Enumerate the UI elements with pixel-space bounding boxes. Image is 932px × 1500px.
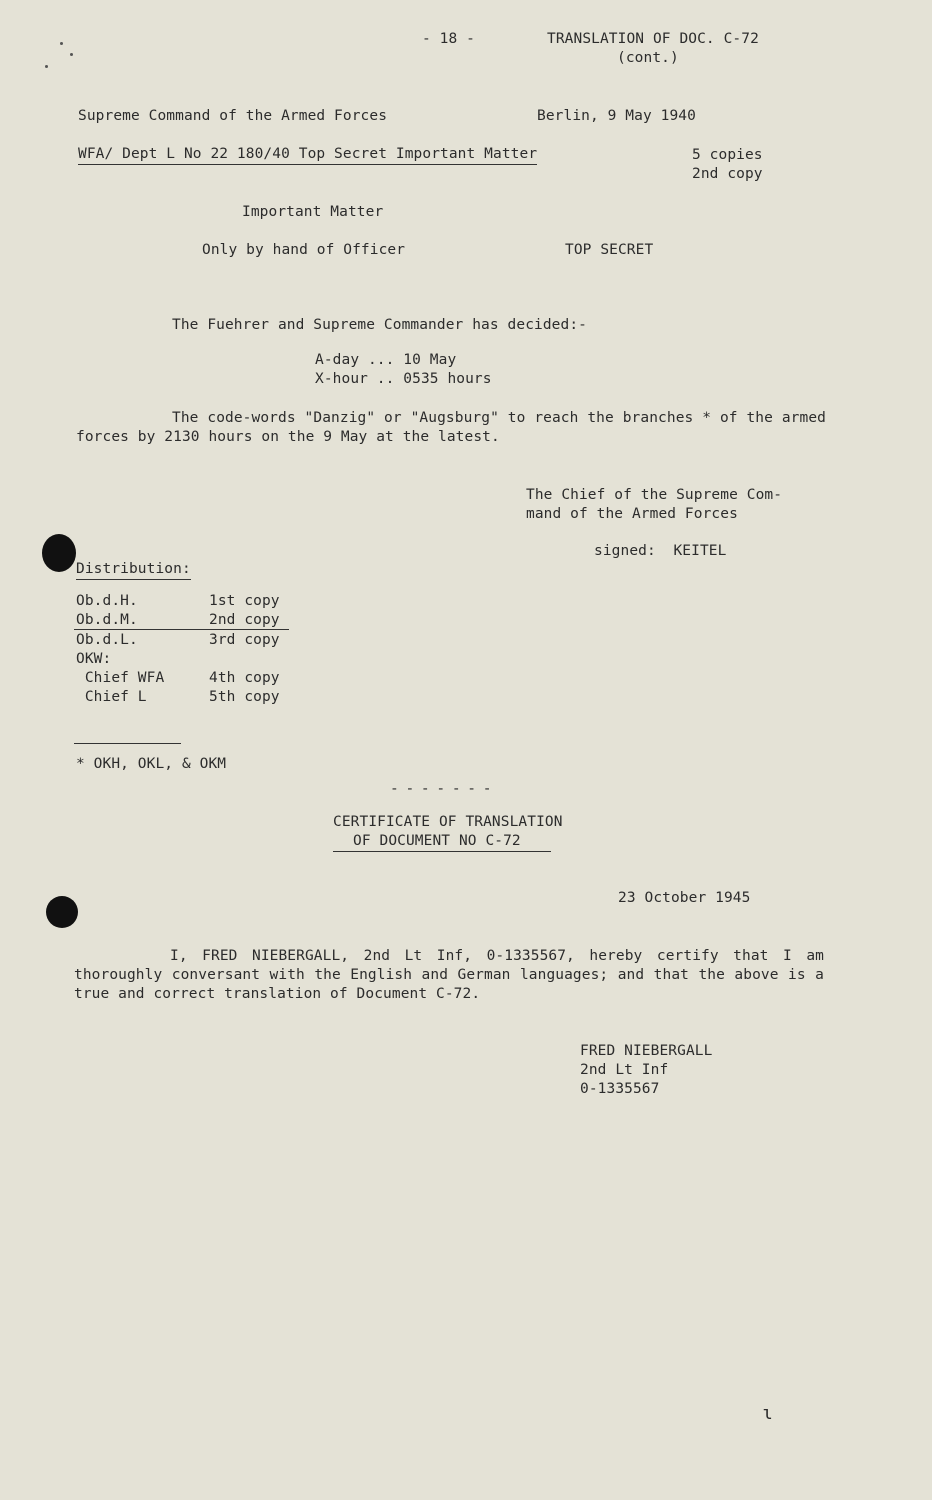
- reference-line: WFA/ Dept L No 22 180/40 Top Secret Important Matter: [78, 145, 537, 165]
- punch-hole-icon: [42, 534, 76, 572]
- distribution-copy: 3rd copy: [209, 632, 280, 648]
- certificate-subtitle: OF DOCUMENT NO C-72: [333, 832, 551, 852]
- separator-dashes: - - - - - - -: [390, 781, 491, 797]
- distribution-recipient: Ob.d.L.: [76, 632, 138, 648]
- a-day-line: A-day ... 10 May: [315, 352, 457, 368]
- speck-icon: [70, 53, 73, 56]
- signed-keitel: signed: KEITEL: [594, 543, 727, 559]
- code-words-paragraph: The code-words "Danzig" or "Augsburg" to reach the branches * of the armed forces by 2130 hours on the 9 May at the latest.: [76, 410, 826, 445]
- distribution-heading: Distribution:: [76, 560, 191, 580]
- footnote-rule: [74, 743, 181, 744]
- page-number: - 18 -: [422, 31, 475, 47]
- distribution-recipient: Ob.d.M.: [76, 612, 138, 628]
- distribution-copy: 5th copy: [209, 689, 280, 705]
- footnote: * OKH, OKL, & OKM: [76, 756, 227, 772]
- important-matter: Important Matter: [242, 204, 384, 220]
- certificate-statement: I, FRED NIEBERGALL, 2nd Lt Inf, 0-1335567, hereby certify that I am thoroughly conversant with the English and German languages; and that the above is a true and correct translation of Document C-72.: [74, 948, 824, 1002]
- doc-title: TRANSLATION OF DOC. C-72: [547, 31, 759, 47]
- signer-serial: 0-1335567: [580, 1081, 660, 1097]
- top-secret: TOP SECRET: [565, 242, 654, 258]
- distribution-copy: 4th copy: [209, 670, 280, 686]
- place-date: Berlin, 9 May 1940: [537, 108, 696, 124]
- hand-of-officer: Only by hand of Officer: [202, 242, 406, 258]
- distribution-underline: [74, 629, 289, 630]
- distribution-recipient: OKW:: [76, 651, 112, 667]
- speck-icon: [45, 65, 48, 68]
- signature-line-2: mand of the Armed Forces: [526, 506, 738, 522]
- punch-hole-icon: [46, 896, 78, 928]
- certificate-date: 23 October 1945: [618, 890, 751, 906]
- doc-cont: (cont.): [617, 50, 679, 66]
- decision-line: The Fuehrer and Supreme Commander has decided:-: [172, 317, 587, 333]
- pencil-mark-icon: ɩ: [762, 1403, 773, 1424]
- copies-count: 5 copies: [692, 147, 763, 163]
- distribution-recipient: Chief WFA: [76, 670, 165, 686]
- copy-number: 2nd copy: [692, 166, 763, 182]
- x-hour-line: X-hour .. 0535 hours: [315, 371, 492, 387]
- signer-rank: 2nd Lt Inf: [580, 1062, 669, 1078]
- issuing-org: Supreme Command of the Armed Forces: [78, 108, 388, 124]
- certificate-title: CERTIFICATE OF TRANSLATION: [333, 814, 563, 830]
- distribution-recipient: Chief L: [76, 689, 147, 705]
- signature-line-1: The Chief of the Supreme Com-: [526, 487, 783, 503]
- speck-icon: [60, 42, 63, 45]
- distribution-recipient: Ob.d.H.: [76, 593, 138, 609]
- distribution-copy: 1st copy: [209, 593, 280, 609]
- distribution-copy: 2nd copy: [209, 612, 280, 628]
- signer-name: FRED NIEBERGALL: [580, 1043, 713, 1059]
